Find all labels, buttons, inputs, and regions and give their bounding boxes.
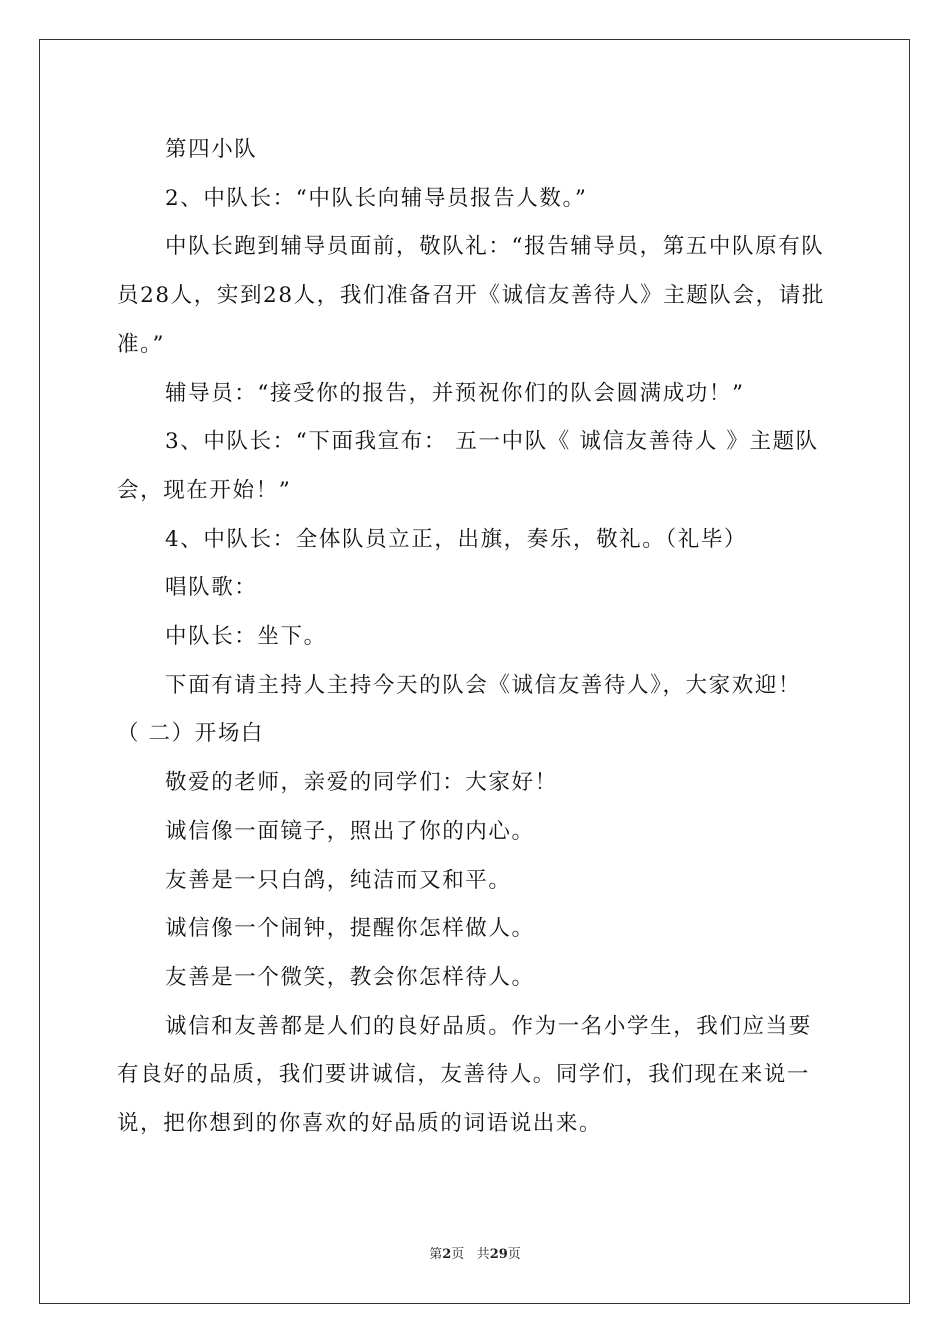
section-heading: （ 二）开场白 xyxy=(117,721,265,747)
paragraph: 2、中队长：“中队长向辅导员报告人数。” xyxy=(165,185,588,211)
footer-page-suffix: 页 xyxy=(451,1247,465,1262)
paragraph: 诚信和友善都是人们的良好品质。作为一名小学生，我们应当要有良好的品质，我们要讲诚信，友善待人。同学们，我们现在来说一说，把你想到的你喜欢的好品质的词语说出来。 xyxy=(117,1013,812,1137)
paragraph: 辅导员：“接受你的报告，并预祝你们的队会圆满成功！” xyxy=(165,380,745,406)
paragraph: 中队长：坐下。 xyxy=(165,624,327,650)
paragraph: 诚信像一个闹钟，提醒你怎样做人。 xyxy=(165,916,535,942)
document-body xyxy=(117,126,833,1149)
footer-page-number: 2 xyxy=(442,1247,452,1262)
page-footer xyxy=(0,1246,950,1264)
footer-total-prefix: 共 xyxy=(476,1247,490,1262)
footer-total-pages: 29 xyxy=(489,1247,508,1262)
footer-total-suffix: 页 xyxy=(507,1247,521,1262)
paragraph: 友善是一只白鸽，纯洁而又和平。 xyxy=(165,867,512,893)
paragraph: 第四小队 xyxy=(165,137,258,162)
paragraph: 3、中队长：“下面我宣布： 五一中队《 诚信友善待人 》主题队会，现在开始！” xyxy=(117,429,819,503)
paragraph: 中队长跑到辅导员面前，敬队礼：“报告辅导员，第五中队原有队员28人，实到28人，我们准备召开《诚信友善待人》主题队会，请批准。” xyxy=(117,234,825,357)
paragraph: 唱队歌： xyxy=(165,575,258,601)
paragraph: 诚信像一面镜子，照出了你的内心。 xyxy=(165,818,535,844)
footer-prefix: 第 xyxy=(429,1247,443,1262)
paragraph: 友善是一个微笑，教会你怎样待人。 xyxy=(165,964,535,990)
paragraph: 4、中队长：全体队员立正，出旗，奏乐，敬礼。（礼毕） xyxy=(165,526,748,552)
paragraph: 下面有请主持人主持今天的队会《诚信友善待人》，大家欢迎！ xyxy=(165,672,802,698)
paragraph: 敬爱的老师，亲爱的同学们：大家好！ xyxy=(165,770,558,796)
